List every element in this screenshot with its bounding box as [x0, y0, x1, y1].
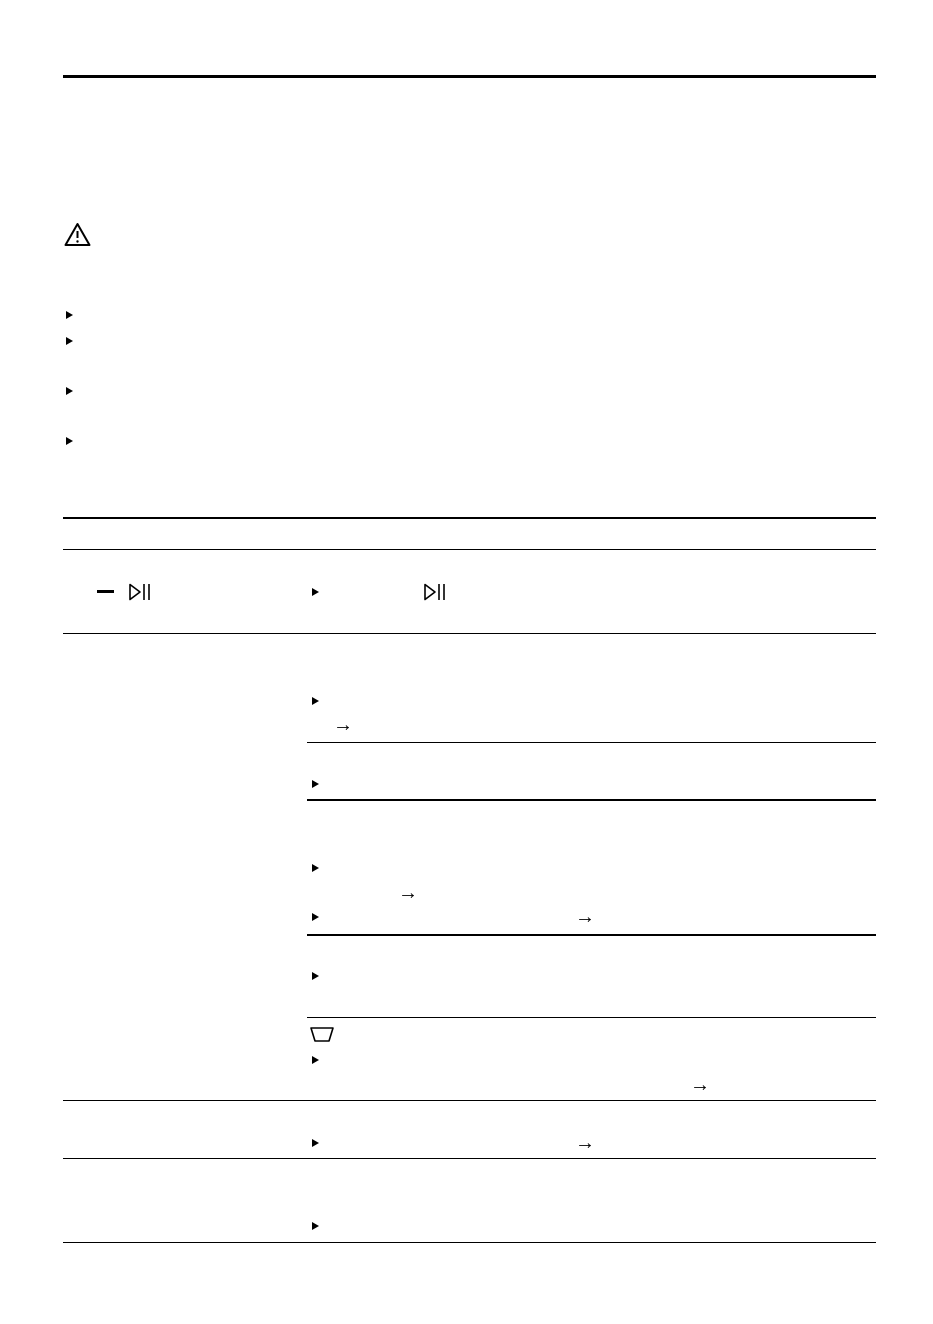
- bullet-triangle-icon: [312, 780, 319, 788]
- table-header-rule: [63, 549, 876, 550]
- bowl-icon: [309, 1026, 335, 1043]
- bullet-triangle-icon: [312, 1056, 319, 1064]
- right-arrow-icon: →: [575, 1132, 595, 1154]
- table-row-rule: [63, 1100, 876, 1101]
- bullet-triangle-icon: [66, 437, 73, 445]
- table-row-rule: [63, 1158, 876, 1159]
- bullet-triangle-icon: [312, 1222, 319, 1230]
- minus-icon: [97, 590, 114, 593]
- table-subrow-rule: [307, 934, 876, 936]
- right-arrow-icon: →: [333, 714, 353, 736]
- warning-triangle-icon: [64, 222, 91, 247]
- table-subrow-rule: [307, 742, 876, 743]
- bullet-triangle-icon: [312, 864, 319, 872]
- bullet-triangle-icon: [66, 337, 73, 345]
- bullet-triangle-icon: [66, 311, 73, 319]
- right-arrow-icon: →: [690, 1074, 710, 1096]
- header-rule: [63, 75, 876, 78]
- right-arrow-icon: →: [575, 906, 595, 928]
- table-bottom-rule: [63, 1242, 876, 1243]
- table-subrow-rule: [307, 1017, 876, 1018]
- table-row-rule: [63, 633, 876, 634]
- bullet-triangle-icon: [66, 387, 73, 395]
- bullet-triangle-icon: [312, 1139, 319, 1147]
- play-pause-icon: [128, 583, 152, 601]
- bullet-triangle-icon: [312, 913, 319, 921]
- table-top-rule: [63, 517, 876, 519]
- table-subrow-rule: [307, 799, 876, 801]
- bullet-triangle-icon: [312, 588, 319, 596]
- play-pause-icon: [423, 583, 447, 601]
- right-arrow-icon: →: [398, 882, 418, 904]
- bullet-triangle-icon: [312, 972, 319, 980]
- bullet-triangle-icon: [312, 697, 319, 705]
